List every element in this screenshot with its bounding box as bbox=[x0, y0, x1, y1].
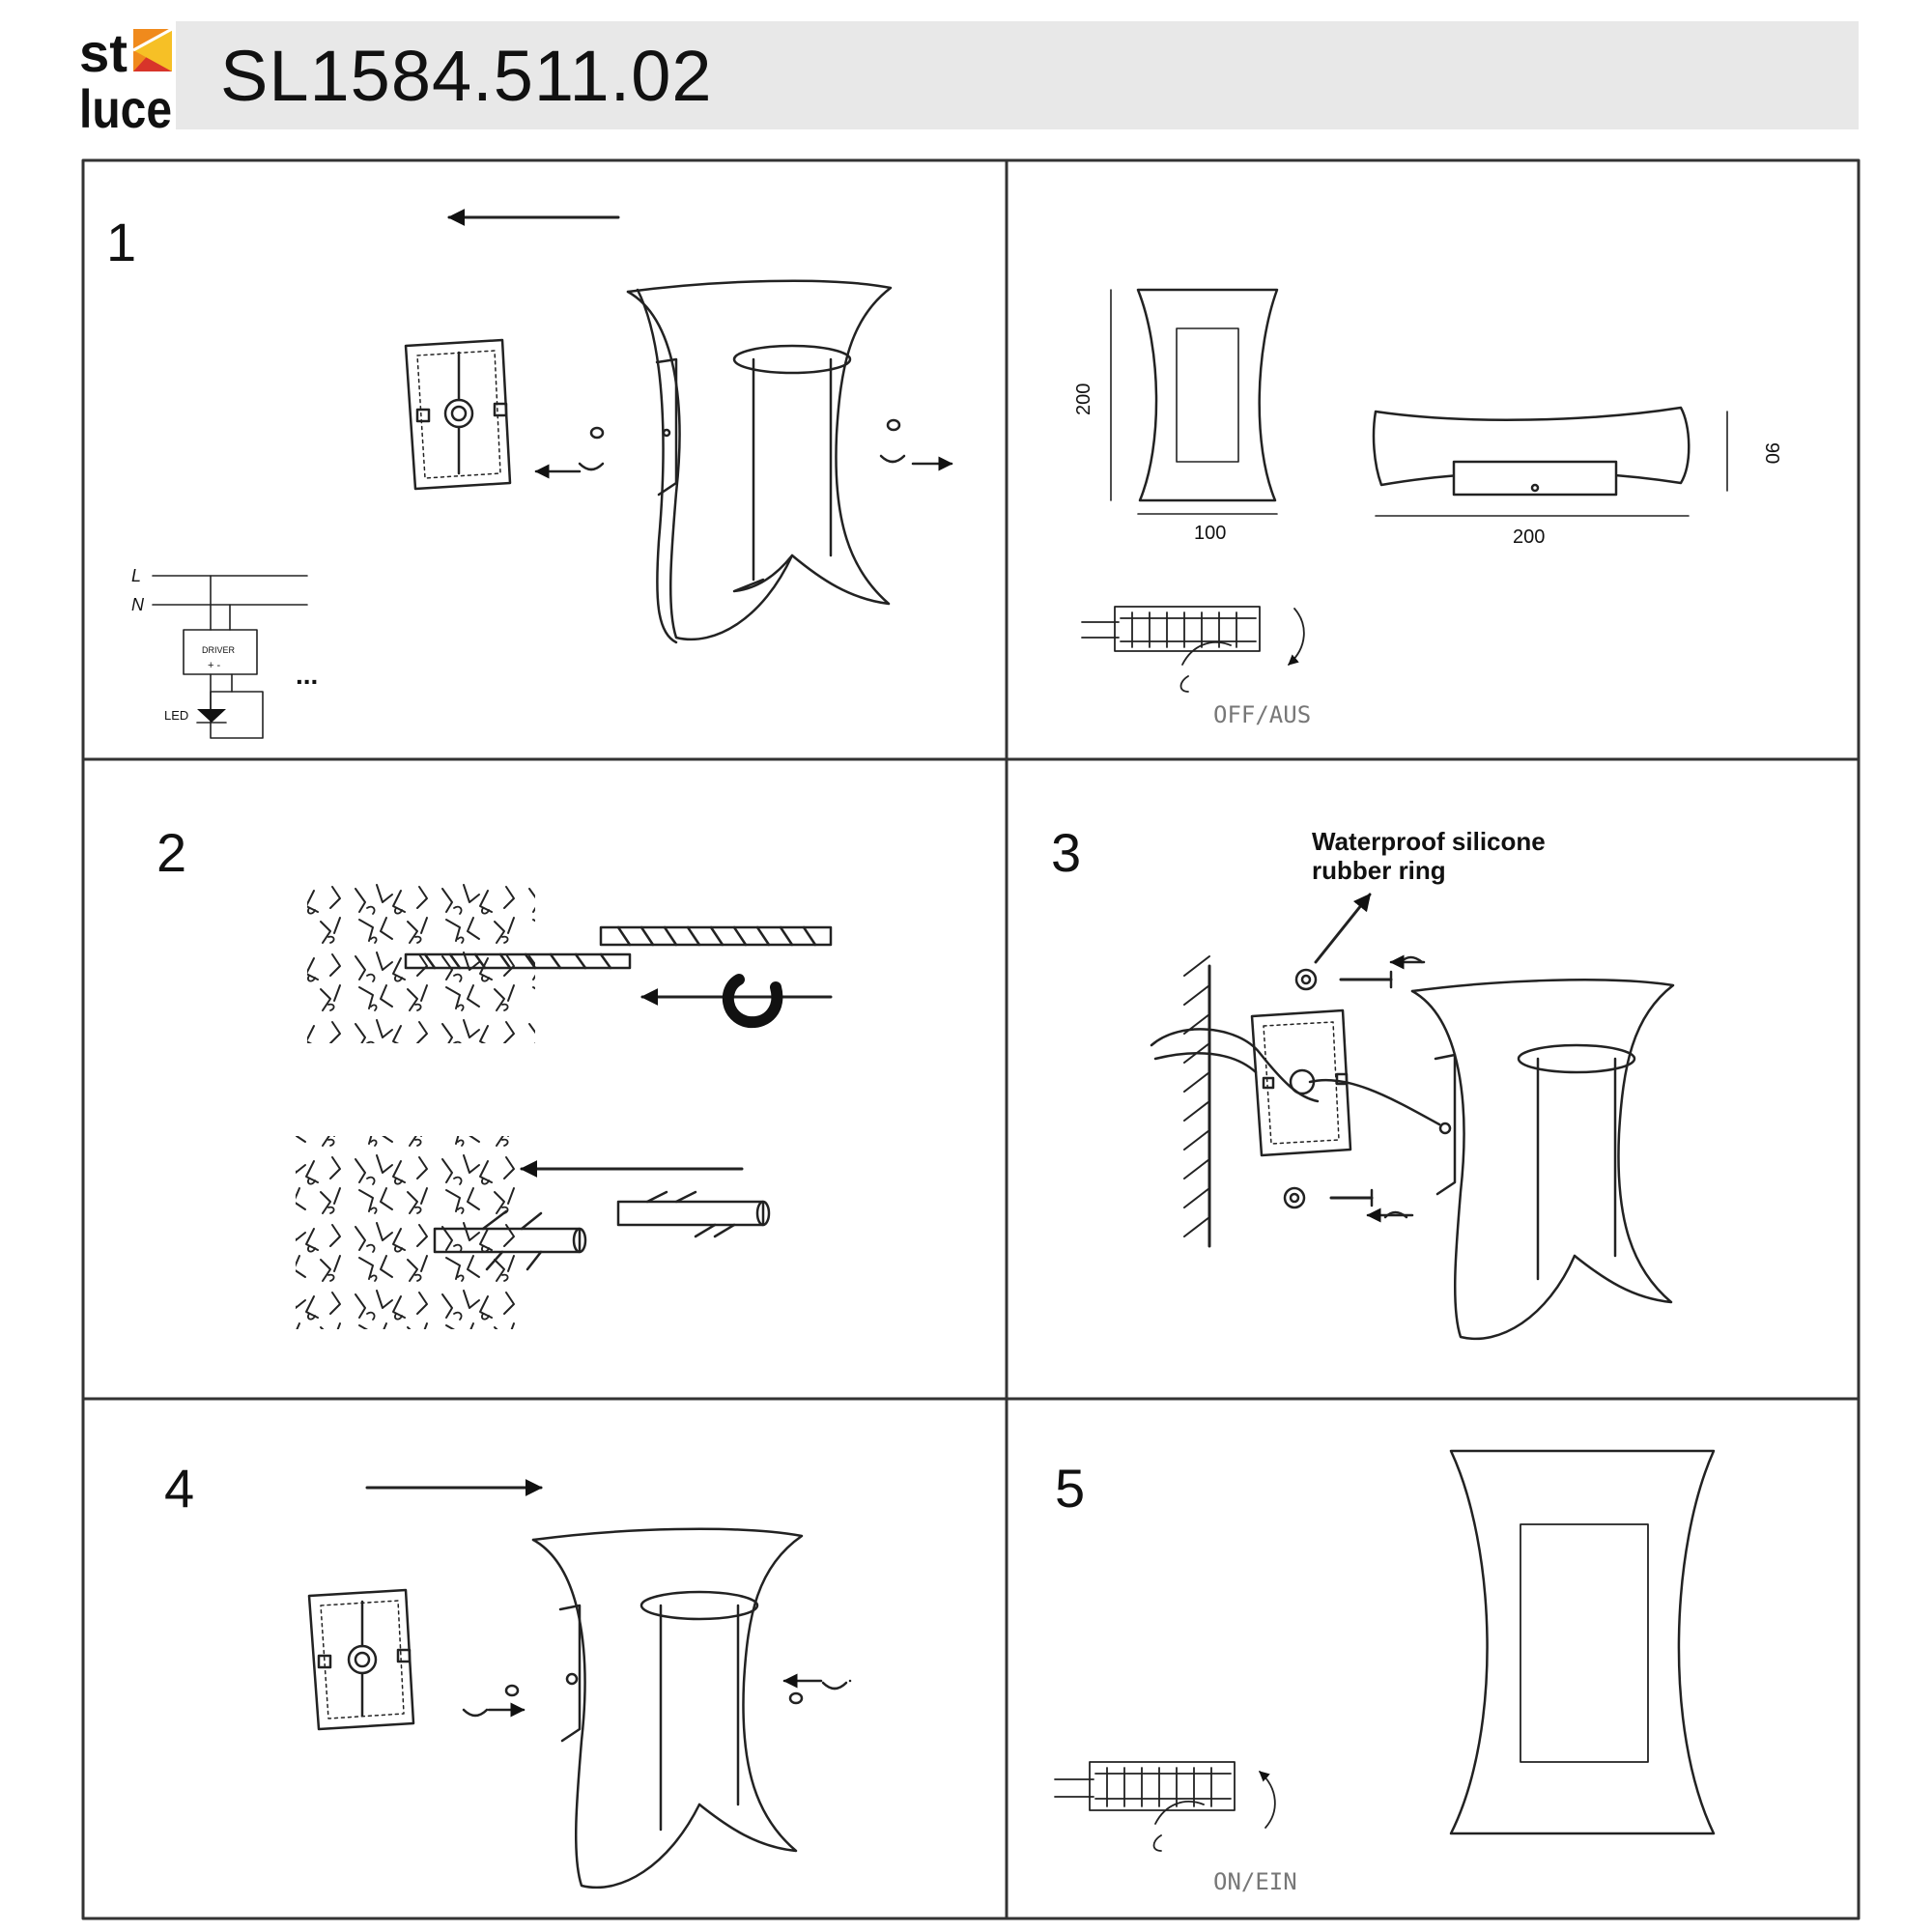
step-number-4: 4 bbox=[164, 1458, 195, 1519]
cable bbox=[1310, 1080, 1439, 1124]
callout-line-2: rubber ring bbox=[1312, 856, 1446, 885]
panel-step-2 bbox=[156, 822, 831, 1329]
panel-step-1 bbox=[106, 212, 952, 738]
brand-logo-st: st bbox=[79, 22, 128, 83]
front-view bbox=[1073, 290, 1277, 544]
dim-width-top: 200 bbox=[1513, 526, 1546, 548]
top-view bbox=[1374, 408, 1782, 548]
step-number-5: 5 bbox=[1055, 1458, 1086, 1519]
lamp-body bbox=[1412, 980, 1673, 1339]
callout-arrow bbox=[1316, 895, 1370, 962]
wall-texture bbox=[307, 881, 535, 1043]
screw bbox=[1331, 957, 1424, 1217]
wiring-ellipsis: ... bbox=[296, 660, 319, 690]
screw bbox=[536, 420, 952, 471]
wire-label-l: L bbox=[131, 566, 142, 585]
switch-off-label: OFF/AUS bbox=[1213, 701, 1312, 728]
driver-polarity: + - bbox=[208, 660, 221, 671]
led-label: LED bbox=[164, 708, 189, 723]
step-number-3: 3 bbox=[1051, 822, 1082, 883]
callout-line-1: Waterproof silicone bbox=[1312, 827, 1546, 856]
mounting-plate bbox=[309, 1590, 413, 1729]
lamp-body bbox=[533, 1529, 802, 1888]
panel-dimensions bbox=[1073, 290, 1782, 728]
dim-depth: 90 bbox=[1761, 442, 1782, 465]
wall-section bbox=[1184, 956, 1209, 1246]
driver-label: DRIVER bbox=[202, 645, 236, 655]
finished-lamp-front bbox=[1451, 1451, 1714, 1833]
mounting-plate bbox=[406, 340, 510, 489]
panel-step-5 bbox=[1055, 1451, 1714, 1895]
step-number-2: 2 bbox=[156, 822, 187, 883]
breaker-switch-on bbox=[1055, 1762, 1297, 1895]
dim-height: 200 bbox=[1073, 383, 1094, 415]
panel-step-3 bbox=[1051, 822, 1673, 1339]
lamp-body bbox=[628, 281, 891, 642]
step-number-1: 1 bbox=[106, 212, 137, 272]
wall-texture bbox=[296, 1136, 524, 1329]
rotation-arrow bbox=[728, 980, 778, 1022]
switch-on-label: ON/EIN bbox=[1213, 1868, 1297, 1895]
model-code-title: SL1584.511.02 bbox=[220, 36, 713, 116]
screw bbox=[464, 1681, 850, 1716]
breaker-switch-off bbox=[1082, 607, 1311, 728]
mounting-plate bbox=[1252, 1010, 1350, 1155]
wiring-schematic bbox=[131, 566, 318, 738]
wire-label-n: N bbox=[131, 595, 144, 614]
panel-step-4 bbox=[164, 1458, 850, 1888]
dim-width-front: 100 bbox=[1194, 523, 1227, 544]
brand-logo-luce: luce bbox=[79, 78, 172, 139]
